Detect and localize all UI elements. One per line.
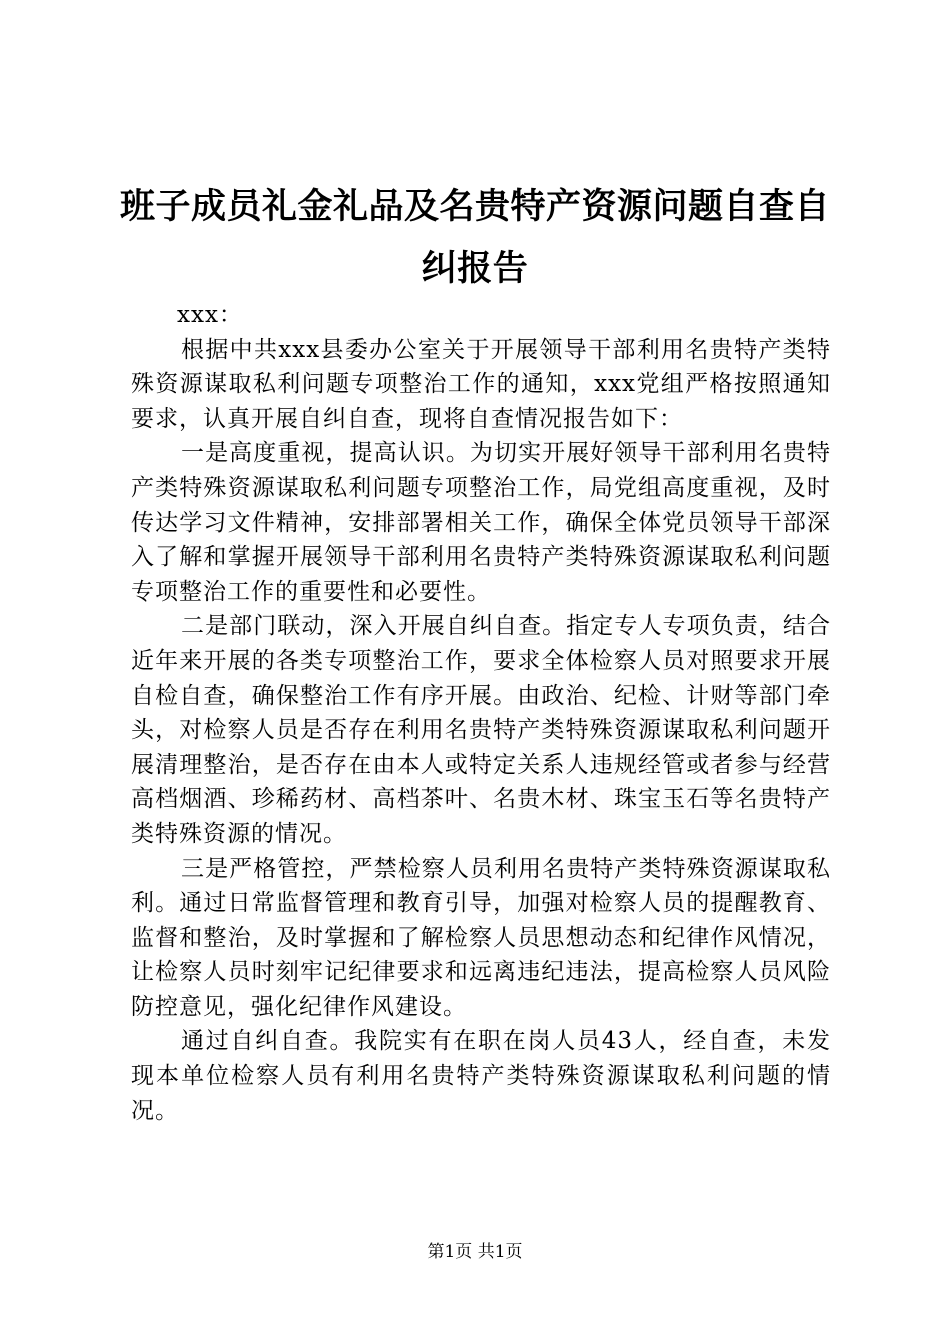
document-body bbox=[131, 298, 831, 1128]
paragraph-point-two: 二是部门联动，深入开展自纠自查。指定专人专项负责，结合近年来开展的各类专项整治工作，要求全体检察人员对照要求开展自检自查，确保整治工作有序开展。由政治、纪检、计财等部门牵头，对检察人员是否存在利用名贵特产类特殊资源谋取私利问题开展清理整治，是否存在由本人或特定关系人违规经管或者参与经营高档烟酒、珍稀药材、高档茶叶、名贵木材、珠宝玉石等名贵特产类特殊资源的情况。 bbox=[131, 613, 831, 847]
salutation: xxx： bbox=[177, 302, 243, 328]
page-number-footer: 第1页 共1页 bbox=[427, 1242, 523, 1262]
paragraph-intro: 根据中共xxx县委办公室关于开展领导干部利用名贵特产类特殊资源谋取私利问题专项整治工作的通知，xxx党组严格按照通知要求，认真开展自纠自查，现将自查情况报告如下： bbox=[131, 336, 831, 432]
paragraph-conclusion: 通过自纠自查。我院实有在职在岗人员43人，经自查，未发现本单位检察人员有利用名贵特产类特殊资源谋取私利问题的情况。 bbox=[131, 1028, 831, 1124]
document-title: 班子成员礼金礼品及名贵特产资源问题自查自纠报告 bbox=[120, 187, 831, 289]
paragraph-point-one: 一是高度重视，提高认识。为切实开展好领导干部利用名贵特产类特殊资源谋取私利问题专项整治工作，局党组高度重视，及时传达学习文件精神，安排部署相关工作，确保全体党员领导干部深入了解和掌握开展领导干部利用名贵特产类特殊资源谋取私利问题专项整治工作的重要性和必要性。 bbox=[131, 440, 831, 605]
paragraph-point-three: 三是严格管控，严禁检察人员利用名贵特产类特殊资源谋取私利。通过日常监督管理和教育引导，加强对检察人员的提醒教育、监督和整治，及时掌握和了解检察人员思想动态和纪律作风情况，让检察人员时刻牢记纪律要求和远离违纪违法，提高检察人员风险防控意见，强化纪律作风建设。 bbox=[131, 855, 831, 1020]
